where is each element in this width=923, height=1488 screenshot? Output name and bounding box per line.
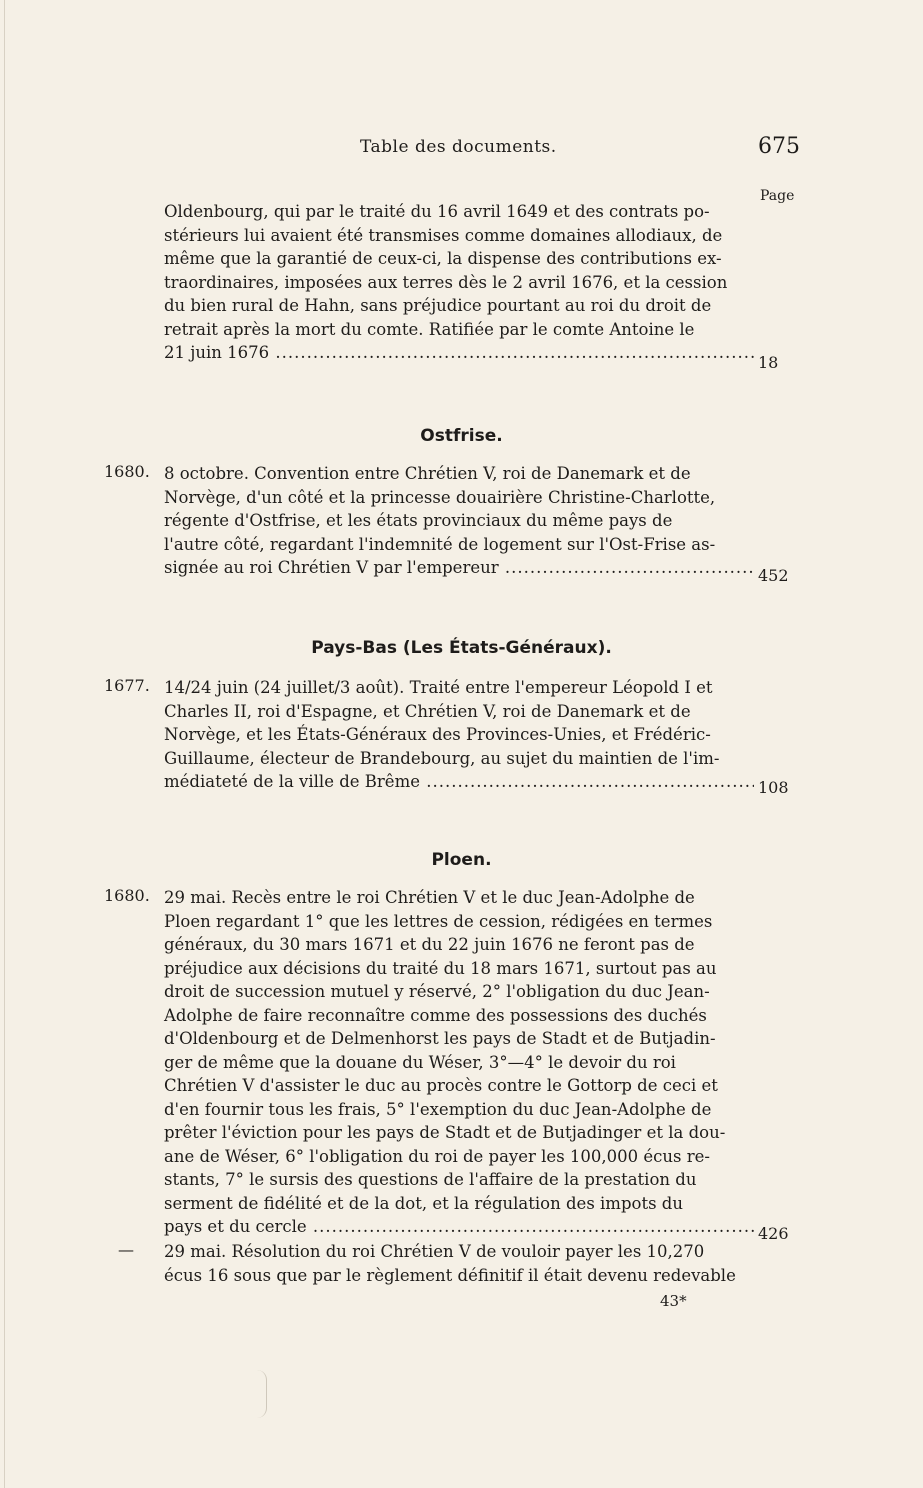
page-spine-edge	[4, 0, 5, 1488]
last-line-with-leader: signée au roi Chrétien V par l'empereur .....	[164, 556, 754, 580]
text-line: stants, 7° le sursis des questions de l'affaire de la prestation du	[164, 1170, 697, 1189]
text-line: 29 mai. Recès entre le roi Chrétien V et le duc Jean-Adolphe de	[164, 888, 695, 907]
margin-bracket-mark	[250, 1370, 267, 1418]
text-line: Guillaume, électeur de Brandebourg, au sujet du maintien de l'im-	[164, 748, 720, 768]
page-number: 675	[758, 134, 800, 159]
text-line: Norvège, d'un côté et la princesse douairière Christine-Charlotte,	[164, 487, 716, 507]
text-line: 29 mai. Résolution du roi Chrétien V de vouloir payer les 10,270	[164, 1242, 705, 1261]
text-line: prêter l'éviction pour les pays de Stadt et de Butjadinger et la dou-	[164, 1123, 726, 1142]
text-line: retrait après la mort du comte. Ratifiée par le comte Antoine le	[164, 319, 695, 339]
page-reference: 452	[758, 566, 789, 585]
text-line: préjudice aux décisions du traité du 18 mars 1671, surtout pas au	[164, 958, 717, 978]
last-line-with-leader: pays et du cercle .....	[164, 1215, 754, 1239]
entry-year: 1680.	[104, 886, 150, 905]
entry-text	[164, 462, 754, 580]
last-line-with-leader: médiateté de la ville de Brême .....	[164, 770, 754, 794]
entry-text	[164, 200, 754, 365]
text-line: ane de Wéser, 6° l'obligation du roi de payer les 100,000 écus re-	[164, 1146, 710, 1166]
text-line: écus 16 sous que par le règlement définitif il était devenu redevable	[164, 1265, 736, 1285]
text-line: serment de fidélité et de la dot, et la régulation des impots du	[164, 1193, 683, 1213]
text-line: même que la garantié de ceux-ci, la dispense des contributions ex-	[164, 249, 722, 268]
text-line: régente d'Ostfrise, et les états provinciaux du même pays de	[164, 511, 673, 530]
text-line: traordinaires, imposées aux terres dès le 2 avril 1676, et la cession	[164, 272, 728, 292]
text-line: l'autre côté, regardant l'indemnité de logement sur l'Ost-Frise as-	[164, 534, 716, 554]
entry-year: 1677.	[104, 676, 150, 695]
text-line: ger de même que la douane du Wéser, 3°—4° le devoir du roi	[164, 1052, 676, 1072]
text-line: Norvège, et les États-Généraux des Provinces-Unies, et Frédéric-	[164, 725, 711, 744]
text-line: droit de succession mutuel y réservé, 2° l'obligation du duc Jean-	[164, 982, 710, 1001]
text-line: du bien rural de Hahn, sans préjudice pourtant au roi du droit de	[164, 296, 712, 315]
text-line: Chrétien V d'assister le duc au procès contre le Gottorp de ceci et	[164, 1076, 718, 1095]
text-line: d'en fournir tous les frais, 5° l'exemption du duc Jean-Adolphe de	[164, 1099, 712, 1119]
page-reference: 18	[758, 353, 779, 372]
section-title-ostfrise: Ostfrise.	[420, 426, 503, 446]
entry-text	[164, 1240, 754, 1287]
last-line-with-leader: 21 juin 1676 .....	[164, 341, 754, 365]
section-title-ploen: Ploen.	[431, 850, 492, 870]
entry-text	[164, 676, 754, 794]
text-line: 14/24 juin (24 juillet/3 août). Traité entre l'empereur Léopold I et	[164, 678, 713, 697]
running-head: Table des documents.	[360, 137, 557, 157]
page-column-label: Page	[760, 188, 795, 204]
text-line: stérieurs lui avaient été transmises comme domaines allodiaux, de	[164, 225, 723, 245]
entry-text	[164, 886, 754, 1239]
page-reference: 108	[758, 778, 789, 797]
signature-mark: 43*	[660, 1292, 687, 1310]
text-line: Oldenbourg, qui par le traité du 16 avril 1649 et des contrats po-	[164, 202, 710, 221]
text-line: Ploen regardant 1° que les lettres de cession, rédigées en termes	[164, 911, 713, 931]
entry-year: 1680.	[104, 462, 150, 481]
text-line: Adolphe de faire reconnaître comme des possessions des duchés	[164, 1005, 707, 1025]
text-line: Charles II, roi d'Espagne, et Chrétien V, roi de Danemark et de	[164, 701, 691, 721]
section-title-pays-bas: Pays-Bas (Les États-Généraux).	[311, 638, 612, 658]
text-line: 8 octobre. Convention entre Chrétien V, roi de Danemark et de	[164, 464, 691, 483]
text-line: d'Oldenbourg et de Delmenhorst les pays de Stadt et de Butjadin-	[164, 1029, 716, 1048]
entry-year-dash: —	[118, 1240, 134, 1259]
text-line: généraux, du 30 mars 1671 et du 22 juin 1676 ne feront pas de	[164, 935, 695, 954]
page-reference: 426	[758, 1224, 789, 1243]
